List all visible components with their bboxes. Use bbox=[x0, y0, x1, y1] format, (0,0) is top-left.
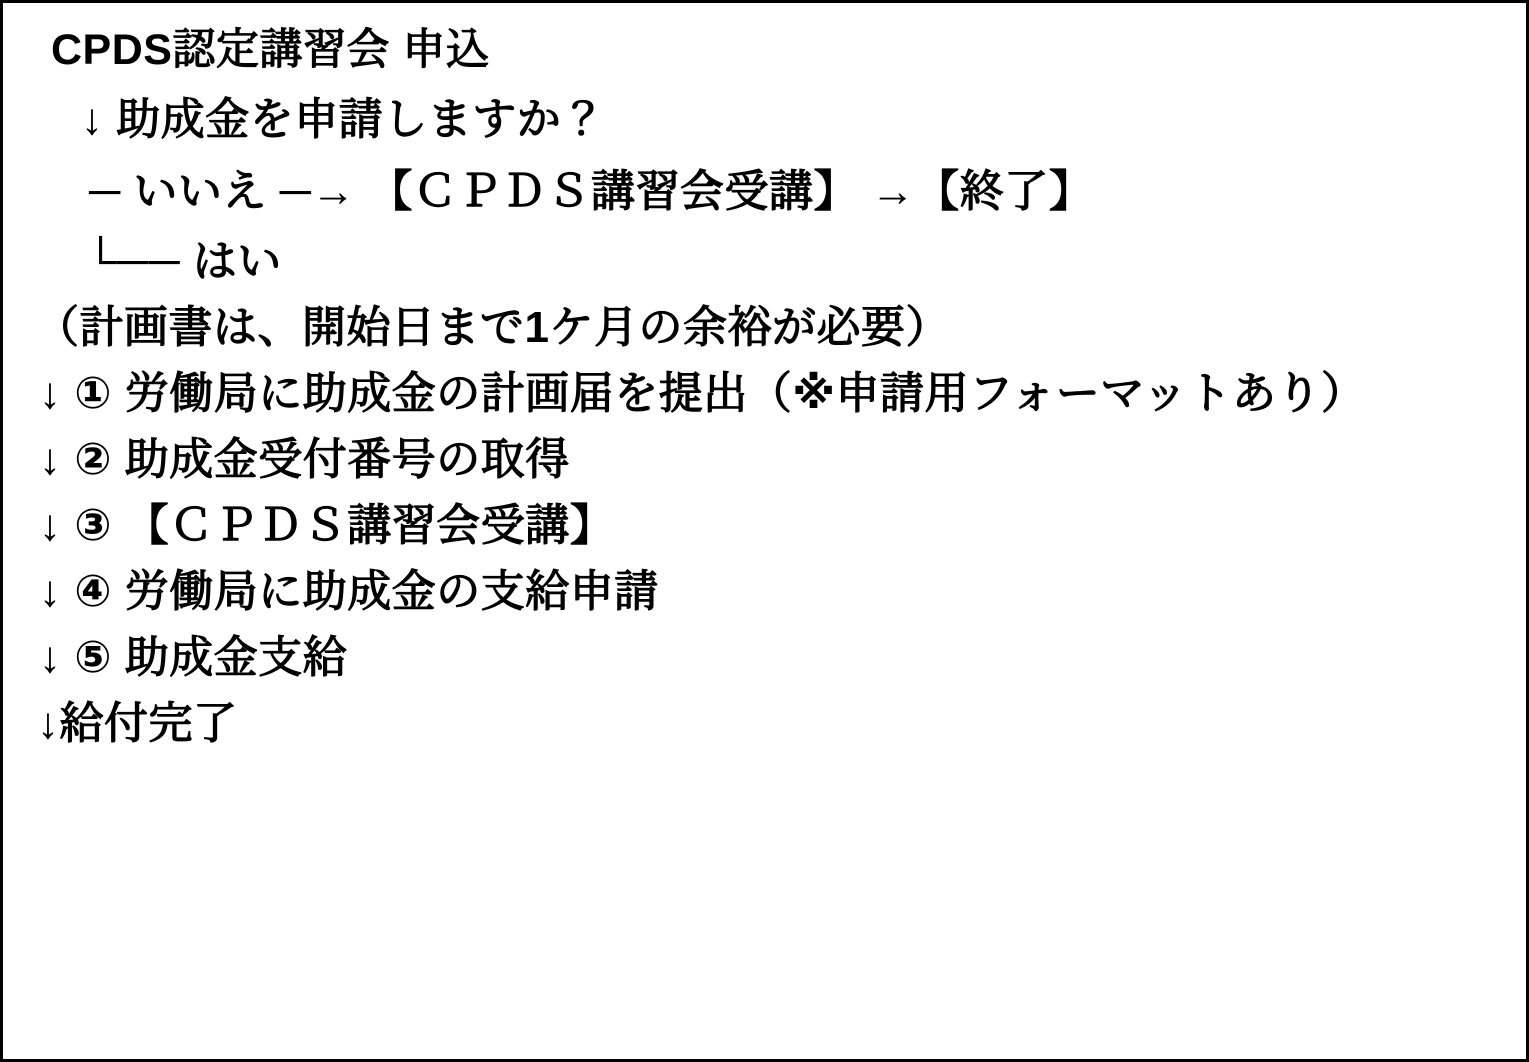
flow-step-4: ↓ ④ 労働局に助成金の支給申請 bbox=[39, 567, 659, 616]
flow-end: ↓給付完了 bbox=[37, 699, 238, 748]
flowchart bbox=[33, 26, 1496, 748]
flow-note: （計画書は、開始日まで1ケ月の余裕が必要） bbox=[35, 303, 950, 352]
flow-step-3: ↓ ③ 【ＣＰＤＳ講習会受講】 bbox=[39, 501, 615, 550]
flow-decision-question: ↓ 助成金を申請しますか？ bbox=[81, 95, 606, 144]
flow-step-2: ↓ ② 助成金受付番号の取得 bbox=[39, 435, 570, 484]
flow-branch-yes: └── はい bbox=[85, 237, 282, 286]
flow-step-5: ↓ ⑤ 助成金支給 bbox=[39, 633, 348, 682]
flow-step-1: ↓ ① 労働局に助成金の計画届を提出（※申請用フォーマットあり） bbox=[39, 369, 1366, 418]
flow-branch-no: ─ いいえ ─→ 【ＣＰＤＳ講習会受講】 →【終了】 bbox=[89, 167, 1094, 216]
flow-title: CPDS認定講習会 申込 bbox=[51, 26, 490, 74]
